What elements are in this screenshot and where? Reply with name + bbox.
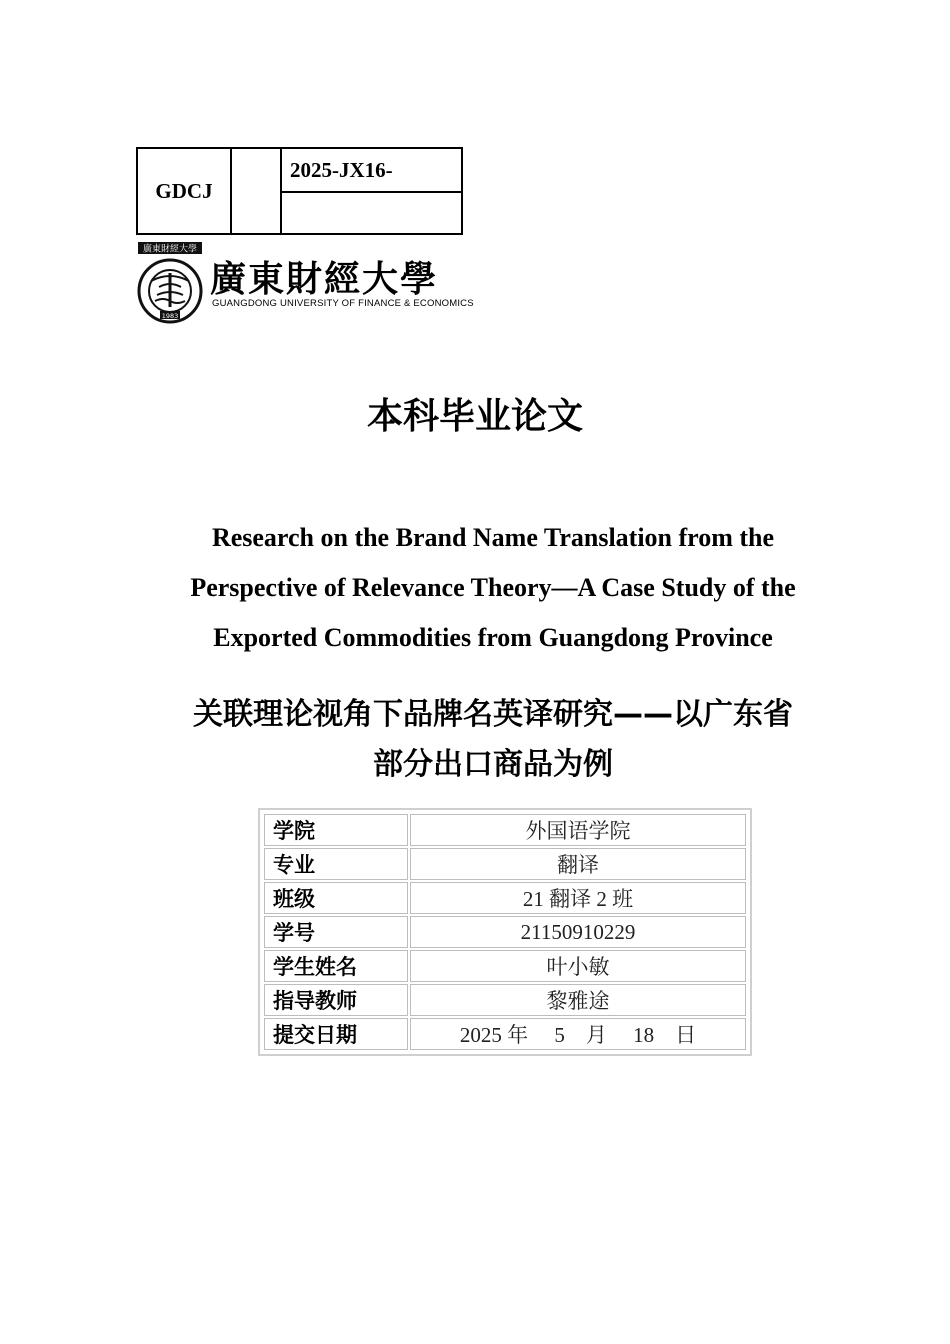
english-title-line: Research on the Brand Name Translation from the [211, 523, 775, 552]
university-seal-icon [137, 241, 203, 329]
chinese-title [130, 690, 856, 790]
chinese-title-line: 部分出口商品为例 [373, 747, 613, 782]
info-label: 指导教师 [264, 984, 408, 1016]
table-row [264, 950, 746, 982]
code-empty-cell [232, 149, 282, 233]
table-row [264, 814, 746, 846]
code-blank-cell [282, 193, 461, 233]
info-value: 2025 年 5 月 18 日 [410, 1018, 746, 1050]
info-value: 21 翻译 2 班 [410, 882, 746, 914]
info-label: 班级 [264, 882, 408, 914]
table-row [264, 984, 746, 1016]
info-label: 提交日期 [264, 1018, 408, 1050]
logo-chinese-name: 廣東財經大學 [210, 258, 439, 300]
info-value: 外国语学院 [410, 814, 746, 846]
english-title-line: Perspective of Relevance Theory—A Case Study of the [190, 573, 796, 602]
info-label: 专业 [264, 848, 408, 880]
logo-english-name: GUANGDONG UNIVERSITY OF FINANCE & ECONOMICS [212, 298, 474, 309]
university-logo [137, 241, 474, 329]
chinese-title-line: 关联理论视角下品牌名英译研究——以广东省 [193, 697, 793, 732]
table-row [264, 916, 746, 948]
student-info-table [258, 808, 752, 1056]
english-title [140, 513, 846, 663]
document-type-heading: 本科毕业论文 [366, 396, 583, 437]
english-title-line: Exported Commodities from Guangdong Province [213, 623, 773, 652]
info-label: 学号 [264, 916, 408, 948]
info-value: 黎雅途 [410, 984, 746, 1016]
info-value: 翻译 [410, 848, 746, 880]
table-row [264, 1018, 746, 1050]
info-label: 学院 [264, 814, 408, 846]
table-row [264, 848, 746, 880]
seal-year: 1983 [161, 312, 179, 320]
seal-top-text: 廣東財經大學 [142, 244, 198, 255]
code-prefix: GDCJ [138, 149, 232, 233]
document-code-box [136, 147, 463, 235]
info-value: 叶小敏 [410, 950, 746, 982]
info-label: 学生姓名 [264, 950, 408, 982]
code-number: 2025-JX16- [282, 149, 461, 193]
table-row [264, 882, 746, 914]
info-value: 21150910229 [410, 916, 746, 948]
